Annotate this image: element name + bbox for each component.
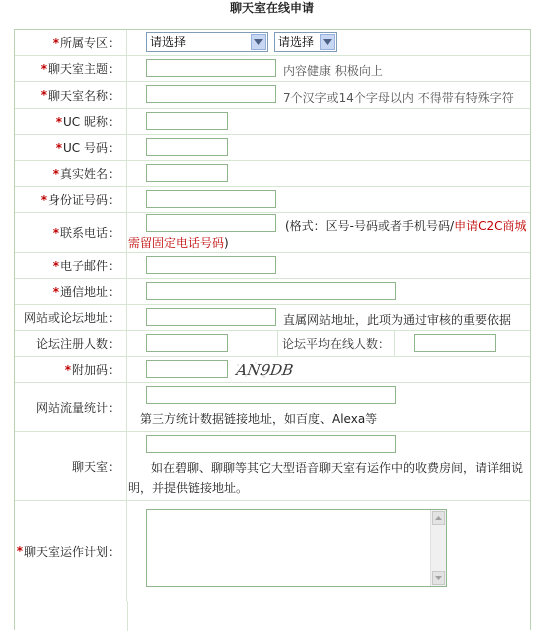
label-plan: * 聊天室运作计划： xyxy=(15,501,127,601)
c2c-note: 申请C2C商城 xyxy=(454,219,527,233)
plan-label-cell xyxy=(15,601,128,631)
uc-number-input[interactable] xyxy=(146,138,228,156)
label-forum-online: 论坛平均在线人数： xyxy=(277,331,395,356)
traffic-input[interactable] xyxy=(146,386,396,404)
district-select-value: 请选择 xyxy=(150,35,187,49)
label-uc-number: * UC 号码： xyxy=(15,135,127,160)
address-input[interactable] xyxy=(146,282,396,300)
topic-hint: 内容健康 积极向上 xyxy=(283,64,383,78)
phone-hint-line2: 需留固定电话号码) xyxy=(128,236,229,250)
traffic-hint: 第三方统计数据链接地址，如百度、Alexa等 xyxy=(140,412,378,426)
label-uc-nick: * UC 昵称： xyxy=(15,109,127,134)
captcha-image xyxy=(234,360,294,380)
row-name xyxy=(15,82,530,109)
phone-input[interactable] xyxy=(146,214,276,232)
row-district xyxy=(15,30,530,56)
plan-textarea[interactable] xyxy=(146,509,447,587)
row-chatroom xyxy=(15,432,530,501)
application-form xyxy=(14,29,531,630)
label-address: * 通信地址： xyxy=(15,279,127,304)
row-forum-users xyxy=(15,331,530,357)
chatroom-hint-line2: 明，并提供链接地址。 xyxy=(128,481,249,495)
scroll-up-icon[interactable] xyxy=(432,511,445,525)
uc-nick-input[interactable] xyxy=(146,112,228,130)
forum-online-input[interactable] xyxy=(414,334,496,352)
plan-scrollbar[interactable] xyxy=(430,510,446,586)
label-captcha: * 附加码： xyxy=(15,357,127,382)
row-topic xyxy=(15,56,530,82)
label-id-number: * 身份证号码： xyxy=(15,187,127,212)
label-real-name: * 真实姓名： xyxy=(15,161,127,186)
email-input[interactable] xyxy=(146,256,276,274)
real-name-input[interactable] xyxy=(146,164,228,182)
label-district: * 所属专区： xyxy=(15,30,127,55)
row-address xyxy=(15,279,530,305)
website-input[interactable] xyxy=(146,308,276,326)
scroll-down-icon[interactable] xyxy=(432,571,445,585)
page-title: 聊天室在线申请 xyxy=(229,1,314,15)
label-website: 网站或论坛地址： xyxy=(15,305,127,330)
row-phone xyxy=(15,213,530,253)
row-uc-nick xyxy=(15,109,530,135)
forum-registered-input[interactable] xyxy=(146,334,228,352)
row-real-name xyxy=(15,161,530,187)
subdistrict-select-value: 请选择 xyxy=(278,35,315,49)
row-plan xyxy=(15,501,530,631)
label-name: * 聊天室名称： xyxy=(15,82,127,108)
row-captcha xyxy=(15,357,530,383)
chatroom-hint-line1: 如在碧聊、聊聊等其它大型语音聊天室有运作中的收费房间，请详细说 xyxy=(151,461,524,475)
chatroom-input[interactable] xyxy=(146,435,396,453)
required-mark: * xyxy=(52,35,59,50)
phone-hint: (格式：区号-号码或者手机号码/申请C2C商城 xyxy=(285,219,527,233)
captcha-input[interactable] xyxy=(146,360,228,378)
chevron-down-icon xyxy=(320,34,335,50)
id-number-input[interactable] xyxy=(146,190,276,208)
subdistrict-select[interactable] xyxy=(274,32,337,52)
label-chatroom: 聊天室： xyxy=(15,432,127,500)
topic-input[interactable] xyxy=(146,59,276,77)
row-website xyxy=(15,305,530,331)
chevron-down-icon xyxy=(251,34,266,50)
label-traffic: 网站流量统计： xyxy=(15,383,127,431)
district-select[interactable] xyxy=(146,32,268,52)
label-forum-registered: 论坛注册人数： xyxy=(15,331,127,356)
row-uc-number xyxy=(15,135,530,161)
captcha-code: AN9DB xyxy=(235,361,294,379)
label-phone: * 联系电话： xyxy=(15,213,127,252)
name-hint: 7个汉字或14个字母以内 不得带有特殊字符 xyxy=(283,91,514,105)
row-id-number xyxy=(15,187,530,213)
row-email xyxy=(15,253,530,279)
label-email: * 电子邮件： xyxy=(15,253,127,278)
website-hint: 直属网站地址，此项为通过审核的重要依据 xyxy=(283,313,512,327)
label-topic: * 聊天室主题： xyxy=(15,56,127,81)
row-traffic xyxy=(15,383,530,432)
chatroom-name-input[interactable] xyxy=(146,85,276,103)
